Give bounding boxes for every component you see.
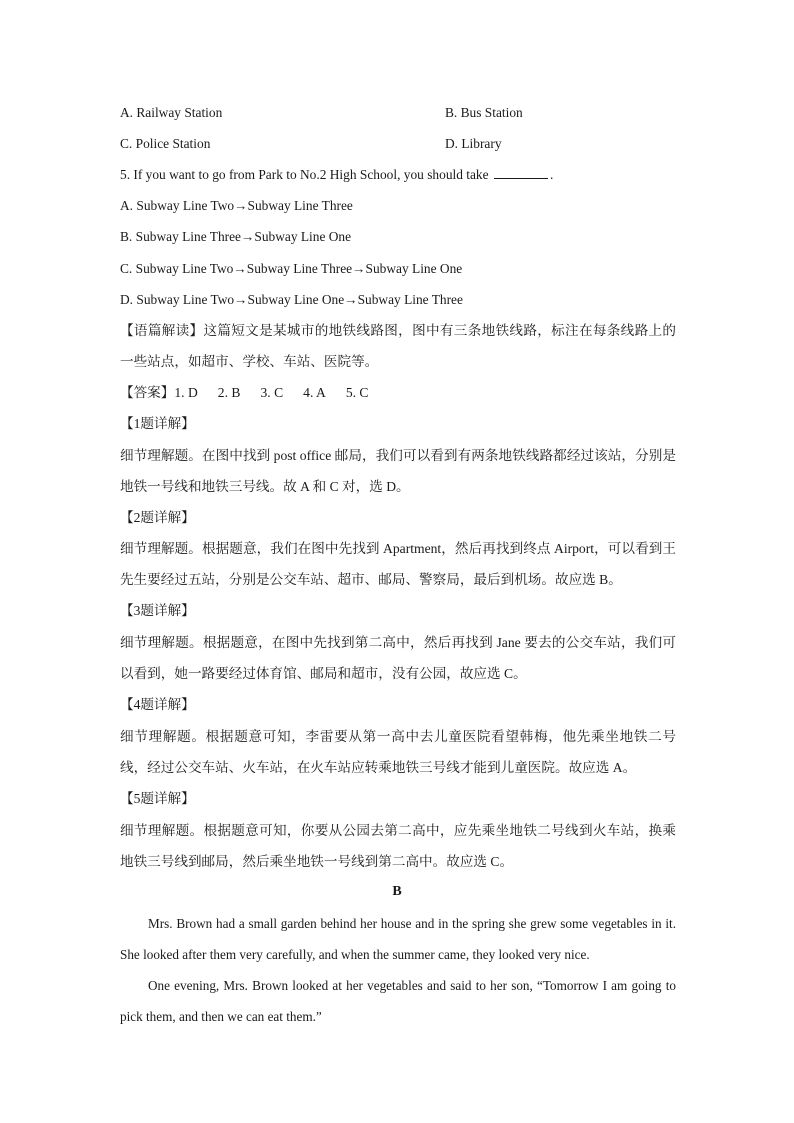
detail-2-text: 细节理解题。根据题意，我们在图中先找到 Apartment，然后再找到终点 Airport，可以看到王先生要经过五站，分别是公交车站、超市、邮局、警察局，最后到机场。故应选 B。: [120, 541, 676, 587]
answer-item: 5. C: [345, 385, 369, 400]
detail-5-title: 【5题详解】: [120, 791, 195, 806]
detail-1-title: 【1题详解】: [120, 416, 195, 431]
passage-interpretation: 【语篇解读】这篇短文是某城市的地铁线路图，图中有三条地铁线路，标注在每条线路上的一些站点，如超市、学校、车站、医院等。: [120, 323, 676, 369]
answer-item: 1. D: [174, 385, 198, 400]
detail-4-text: 细节理解题。根据题意可知，李雷要从第一高中去儿童医院看望韩梅，他先乘坐地铁二号线，经过公交车站、火车站，在火车站应转乘地铁三号线才能到儿童医院。故应选 A。: [120, 729, 676, 775]
option-b: B. Bus Station: [445, 105, 523, 120]
q5-option-b: B. Subway Line Three→Subway Line One: [120, 229, 352, 244]
detail-2-title: 【2题详解】: [120, 510, 195, 525]
detail-3-title: 【3题详解】: [120, 603, 195, 618]
detail-3-text: 细节理解题。根据题意，在图中先找到第二高中，然后再找到 Jane 要去的公交车站，我们可以看到，她一路要经过体育馆、邮局和超市，没有公园，故应选 C。: [120, 635, 676, 681]
q5-option-d: D. Subway Line Two→Subway Line One→Subway Line Three: [120, 292, 463, 307]
option-d: D. Library: [445, 136, 502, 151]
question-5-stem-end: .: [549, 167, 554, 182]
passage-paragraph-2: One evening, Mrs. Brown looked at her vegetables and said to her son, “Tomorrow I am going to pick them, and then we can eat them.”: [120, 978, 676, 1024]
detail-4-title: 【4题详解】: [120, 697, 195, 712]
option-a: A. Railway Station: [120, 105, 223, 120]
answer-item: 2. B: [217, 385, 241, 400]
detail-1-text: 细节理解题。在图中找到 post office 邮局，我们可以看到有两条地铁线路都经过该站，分别是地铁一号线和地铁三号线。故 A 和 C 对，选 D。: [120, 448, 676, 494]
question-5-stem: [120, 166, 553, 184]
q5-option-c: C. Subway Line Two→Subway Line Three→Subway Line One: [120, 261, 463, 276]
answer-item: 4. A: [303, 385, 326, 400]
section-b-heading: B: [392, 884, 402, 899]
answer-key: [120, 384, 368, 402]
answer-blank: [494, 166, 548, 179]
option-c: C. Police Station: [120, 136, 211, 151]
q5-option-a: A. Subway Line Two→Subway Line Three: [120, 198, 353, 213]
answer-item: 3. C: [260, 385, 284, 400]
passage-paragraph-1: Mrs. Brown had a small garden behind her house and in the spring she grew some vegetables in it. She looked after them very carefully, and when the summer came, they looked very nice.: [120, 916, 676, 962]
answer-label: 【答案】: [120, 385, 175, 400]
question-5-stem-text: 5. If you want to go from Park to No.2 High School, you should take: [120, 167, 489, 182]
detail-5-text: 细节理解题。根据题意可知，你要从公园去第二高中，应先乘坐地铁二号线到火车站，换乘地铁三号线到邮局，然后乘坐地铁一号线到第二高中。故应选 C。: [120, 823, 676, 869]
